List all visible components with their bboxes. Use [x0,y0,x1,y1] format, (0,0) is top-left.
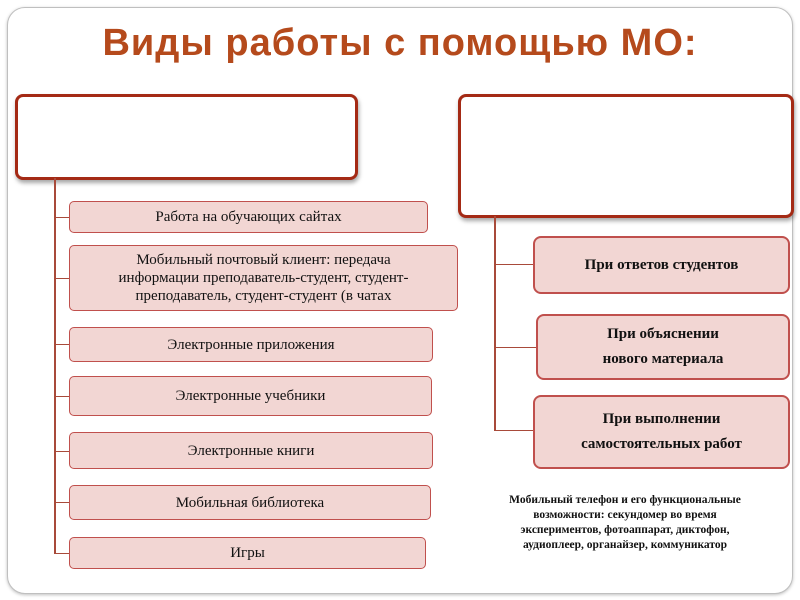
item-text: Электронные приложения [167,336,335,353]
note-line: экспериментов, фотоаппарат, диктофон, [520,524,730,536]
right-item-student-answers [533,236,790,294]
item-text: Электронные учебники [175,388,326,404]
item-text-line: При объяснении [607,326,719,342]
left-item-training-sites [69,201,428,233]
right-connector-vertical [494,216,496,431]
left-item-mail-client [69,245,458,311]
left-item-e-textbooks [69,376,432,416]
left-connector-2 [55,278,69,279]
left-item-games [69,537,426,569]
left-connector-5 [55,451,69,452]
left-header-box [15,94,358,180]
item-text: Работа на обучающих сайтах [155,209,342,225]
right-connector-2 [495,347,536,348]
left-connector-4 [55,396,69,397]
left-item-e-books [69,432,433,469]
slide-title: Виды работы с помощью МО: [102,22,698,64]
note-line: Мобильный телефон и его функциональные [509,494,741,506]
left-connector-vertical [54,178,56,554]
left-connector-6 [55,502,69,503]
item-text-line: самостоятельных работ [581,436,742,452]
right-header-box [458,94,794,218]
item-text-line: Мобильный почтовый клиент: передача [136,252,391,268]
note-line: возможности: секундомер во время [533,509,717,521]
item-text-line: преподаватель, студент-студент (в чатах [135,288,392,304]
note-line: аудиоплеер, органайзер, коммуникатор [522,539,728,551]
item-text: Электронные книги [187,442,315,459]
left-connector-3 [55,344,69,345]
left-item-e-apps [69,327,433,362]
right-connector-1 [495,264,533,265]
right-item-new-material [536,314,790,380]
right-connector-3 [495,430,533,431]
left-connector-1 [55,217,69,218]
right-item-independent-work [533,395,790,469]
item-text-line: информации преподаватель-студент, студент- [118,270,409,286]
left-connector-7 [55,553,69,554]
item-text-line: При выполнении [602,411,721,427]
item-text: При ответов студентов [584,256,739,273]
item-text: Игры [230,545,265,561]
phone-capabilities-note [492,493,758,553]
item-text-line: нового материала [602,351,724,367]
left-item-mobile-library [69,485,431,520]
item-text: Мобильная библиотека [175,494,325,511]
